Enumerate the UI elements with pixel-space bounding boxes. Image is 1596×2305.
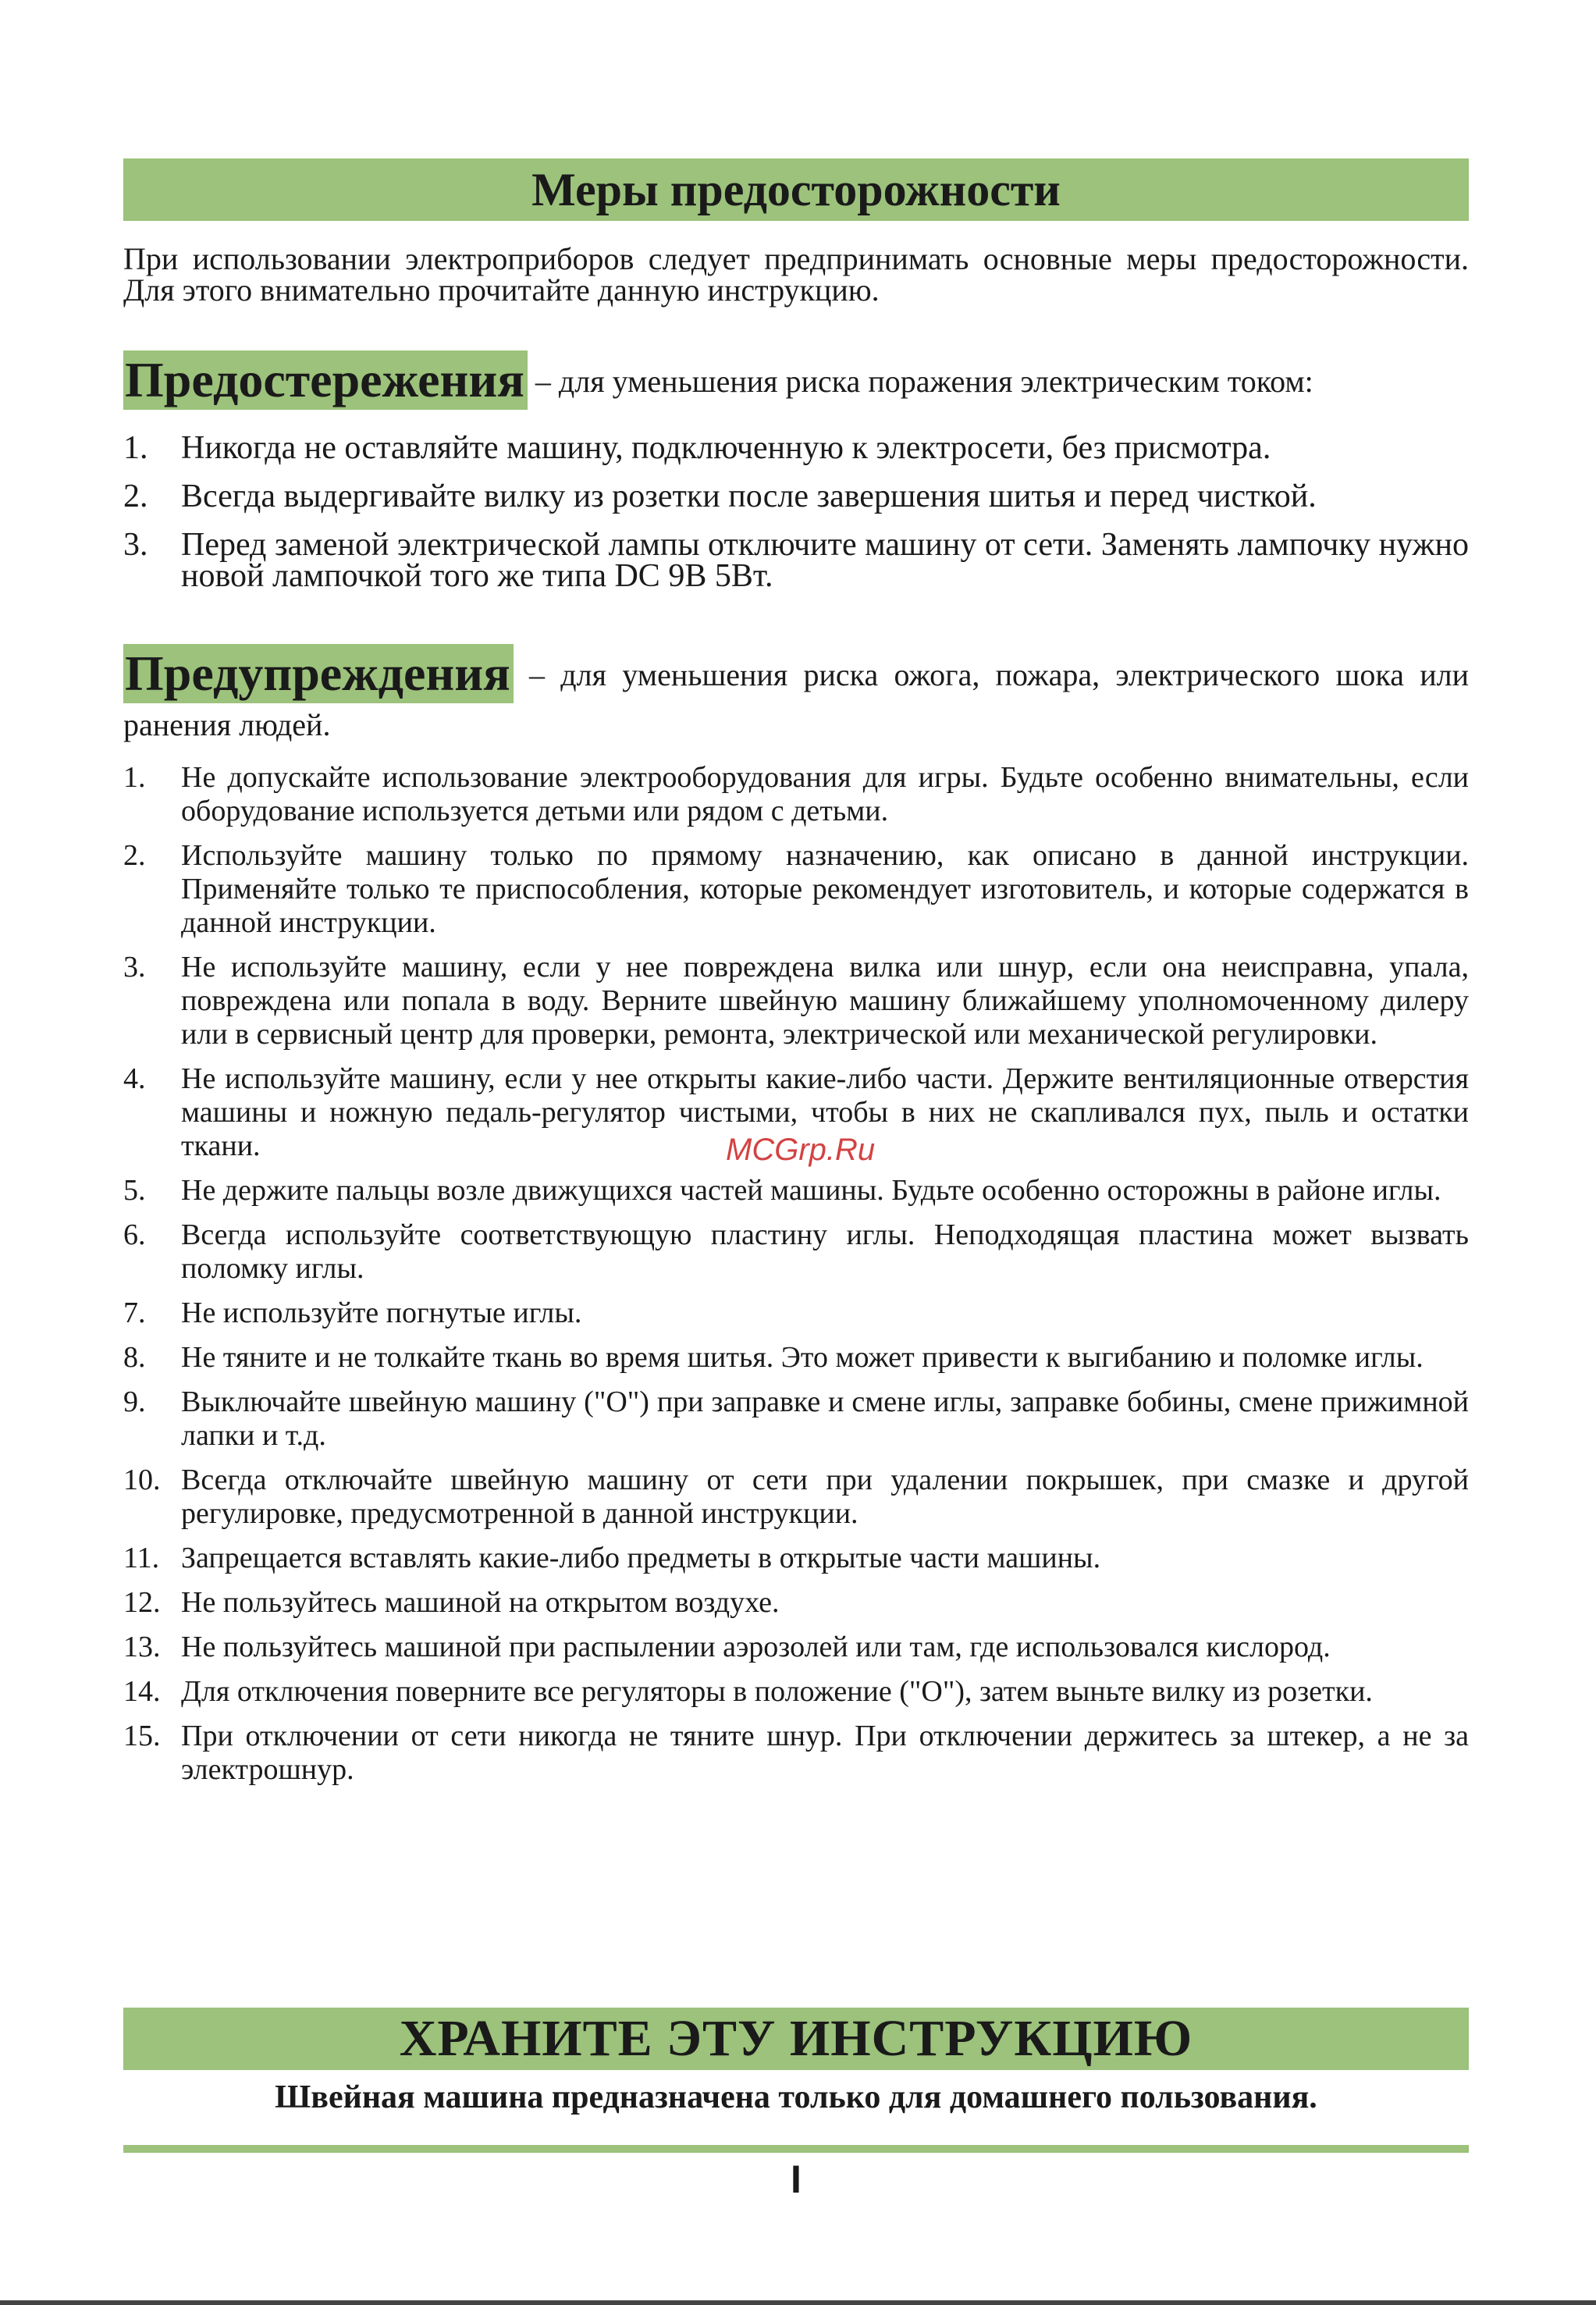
item-number: 3.	[123, 527, 148, 563]
list-item	[123, 839, 1469, 940]
item-number: 14.	[123, 1675, 161, 1708]
save-instructions-banner: ХРАНИТЕ ЭТУ ИНСТРУКЦИЮ	[123, 2008, 1469, 2070]
list-item	[123, 1675, 1469, 1709]
intro-paragraph: При использовании электроприборов следует предпринимать основные меры предосторожности. Для этого внимательно прочитайте данную инструкцию.	[123, 241, 1469, 308]
item-text: Не держите пальцы возле движущихся частей машины. Будьте особенно осторожны в районе иглы.	[181, 1174, 1441, 1207]
cautions-heading	[123, 350, 1469, 410]
list-item	[123, 478, 1469, 514]
item-text: При отключении от сети никогда не тяните шнур. При отключении держитесь за штекер, а не за электрошнур.	[181, 1720, 1469, 1786]
item-text: Не используйте машину, если у нее открыты какие-либо части. Держите вентиляционные отверстия машины и ножную педаль-регулятор чистыми, чтобы в них не скапливался пух, пыль и остатки ткани.	[181, 1062, 1469, 1162]
list-item	[123, 951, 1469, 1051]
list-item	[123, 529, 1469, 592]
list-item	[123, 1218, 1469, 1286]
list-item	[123, 1631, 1469, 1664]
item-text: Используйте машину только по прямому назначению, как описано в данной инструкции. Применяйте только те приспособления, которые рекомендует изготовитель, и которые содержатся в данной инструкции.	[181, 839, 1469, 939]
item-text: Не используйте погнутые иглы.	[181, 1297, 582, 1329]
list-item	[123, 1720, 1469, 1787]
footer-divider	[123, 2145, 1469, 2153]
warnings-heading	[123, 644, 1469, 747]
item-text: Всегда отключайте швейную машину от сети при удалении покрышек, при смазке и другой регулировке, предусмотренной в данной инструкции.	[181, 1464, 1469, 1530]
item-text: Никогда не оставляйте машину, подключенную к электросети, без присмотра.	[181, 430, 1271, 466]
item-number: 12.	[123, 1586, 161, 1619]
list-item	[123, 1174, 1469, 1208]
item-number: 2.	[123, 839, 146, 872]
item-text: Запрещается вставлять какие-либо предметы в открытые части машины.	[181, 1542, 1101, 1574]
item-number: 9.	[123, 1385, 146, 1418]
item-text: Всегда выдергивайте вилку из розетки после завершения шитья и перед чисткой.	[181, 478, 1317, 514]
item-number: 11.	[123, 1542, 160, 1574]
item-number: 1.	[123, 430, 148, 466]
item-text: Выключайте швейную машину ("O") при заправке и смене иглы, заправке бобины, смене прижимной лапки и т.д.	[181, 1385, 1469, 1452]
item-number: 1.	[123, 761, 146, 794]
item-text: Всегда используйте соответствующую пластину иглы. Неподходящая пластина может вызвать поломку иглы.	[181, 1218, 1469, 1285]
item-number: 4.	[123, 1062, 146, 1095]
list-item	[123, 1542, 1469, 1575]
item-text: Не пользуйтесь машиной на открытом воздухе.	[181, 1586, 780, 1619]
item-text: Не тяните и не толкайте ткань во время шитья. Это может привести к выгибанию и поломке иглы.	[181, 1341, 1424, 1374]
list-item	[123, 1464, 1469, 1531]
cautions-list	[123, 432, 1469, 609]
item-number: 5.	[123, 1174, 146, 1207]
bottom-edge-bar	[0, 2300, 1596, 2305]
item-number: 7.	[123, 1297, 146, 1329]
list-item	[123, 1297, 1469, 1330]
page-title: Меры предосторожности	[123, 158, 1469, 221]
item-number: 6.	[123, 1218, 146, 1251]
item-text: Для отключения поверните все регуляторы в положение ("O"), затем выньте вилку из розетки.	[181, 1675, 1373, 1708]
warnings-text: – для уменьшения риска ожога, пожара, электрического шока или ранения людей.	[123, 657, 1469, 742]
footer-note: Швейная машина предназначена только для домашнего пользования.	[275, 2079, 1317, 2115]
item-number: 10.	[123, 1464, 161, 1496]
list-item	[123, 1385, 1469, 1453]
item-text: Не пользуйтесь машиной при распылении аэрозолей или там, где использовался кислород.	[181, 1631, 1331, 1663]
cautions-text: – для уменьшения риска поражения электрическим током:	[527, 364, 1313, 399]
item-number: 13.	[123, 1631, 161, 1663]
item-text: Перед заменой электрической лампы отключите машину от сети. Заменять лампочку нужно новой лампочкой того же типа DC 9В 5Вт.	[181, 527, 1469, 594]
item-number: 2.	[123, 478, 148, 514]
list-item	[123, 1341, 1469, 1375]
list-item	[123, 761, 1469, 828]
item-number: 15.	[123, 1720, 161, 1752]
item-text: Не используйте машину, если у нее повреждена вилка или шнур, если она неисправна, упала, повреждена или попала в воду. Верните швейную машину ближайшему уполномоченному дилеру или в сервисный центр для проверки, ремонта, электрической или механической регулировки.	[181, 951, 1469, 1051]
warnings-list	[123, 761, 1469, 1798]
item-number: 3.	[123, 951, 146, 984]
warnings-label: Предупреждения	[123, 644, 514, 703]
item-text: Не допускайте использование электрооборудования для игры. Будьте особенно внимательны, если оборудование используется детьми или рядом с детьми.	[181, 761, 1469, 827]
page-number: I	[791, 2157, 802, 2201]
cautions-label: Предостережения	[123, 350, 528, 410]
watermark: MCGrp.Ru	[726, 1133, 876, 1167]
list-item	[123, 432, 1469, 464]
list-item	[123, 1586, 1469, 1620]
item-number: 8.	[123, 1341, 146, 1374]
